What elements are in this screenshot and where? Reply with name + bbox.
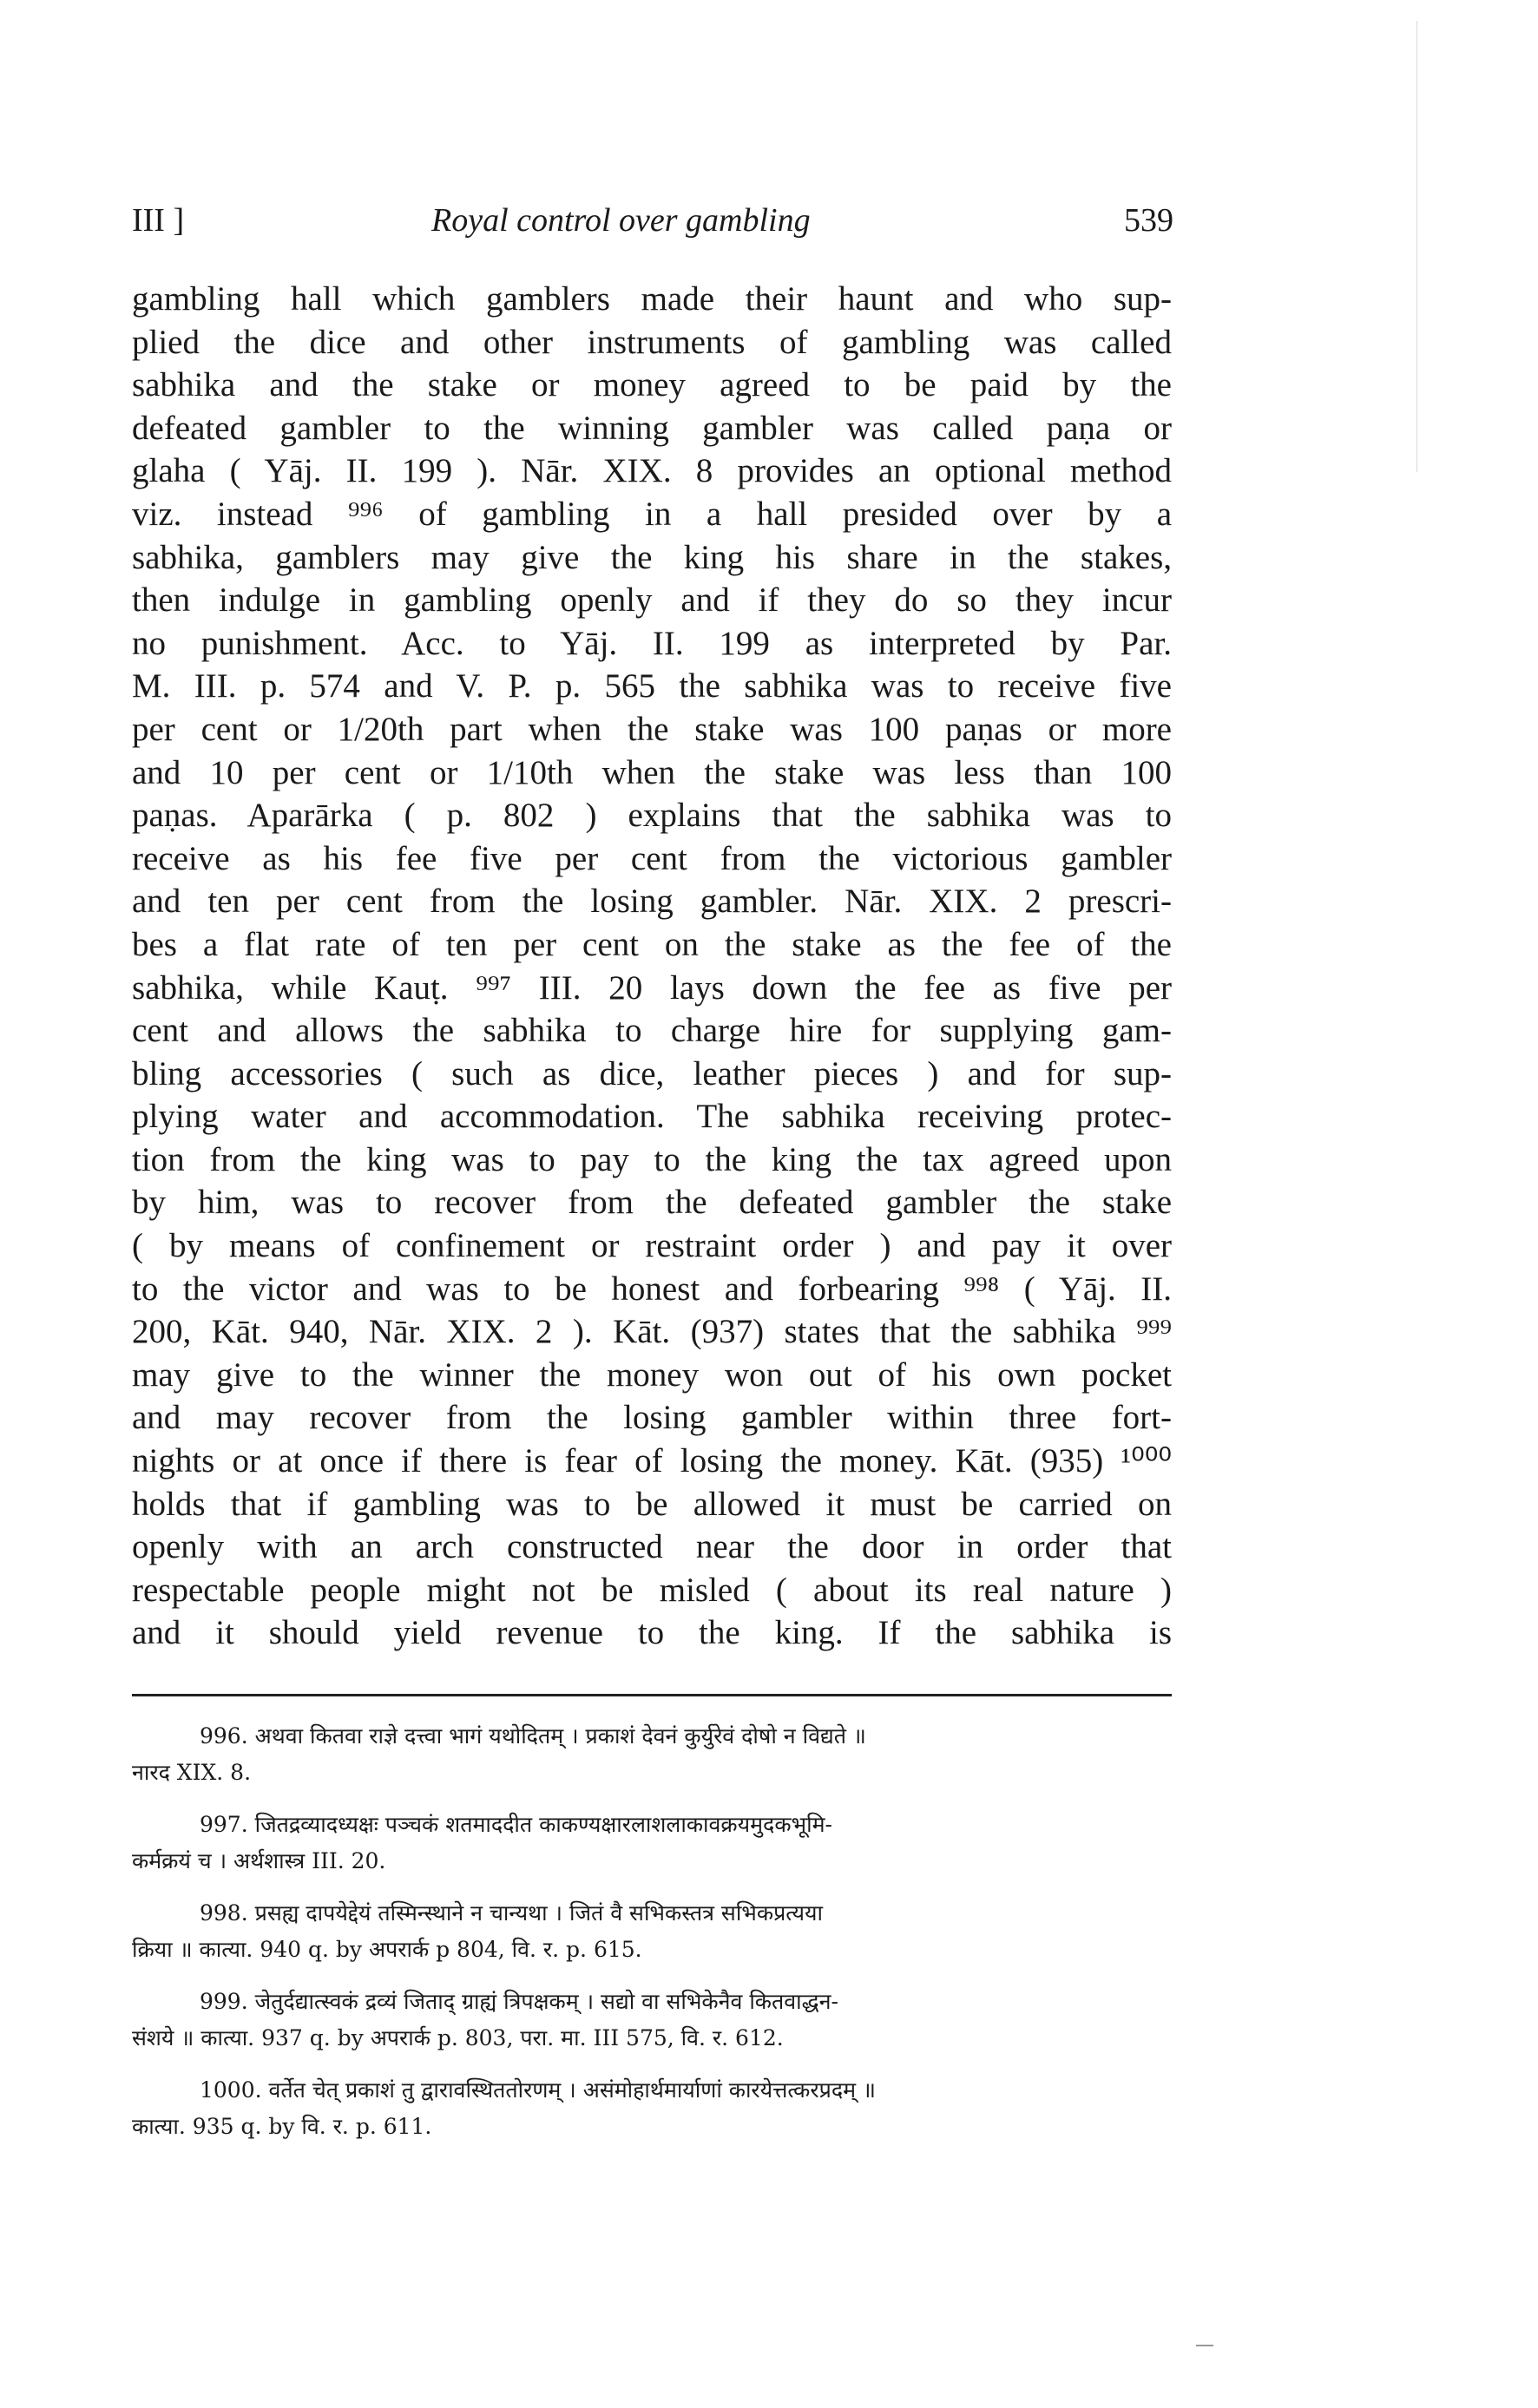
footnote-line (132, 2020, 1172, 2057)
body-line: bling accessories ( such as dice, leather pieces ) and for sup- (132, 1054, 1172, 1092)
footnote-text: कात्या. 935 q. by वि. र. p. 611. (132, 2114, 432, 2139)
body-line: plied the dice and other instruments of gambling was called (132, 323, 1172, 361)
body-line: defeated gambler to the winning gambler was called paṇa or (132, 409, 1172, 447)
footnote-number: 996. (200, 1723, 248, 1749)
body-line: per cent or 1/20th part when the stake was 100 paṇas or more (132, 710, 1172, 748)
footnote-line (132, 1718, 1172, 1755)
body-line: nights or at once if there is fear of losing the money. Kāt. (935) ¹⁰⁰⁰ (132, 1442, 1172, 1480)
body-line: holds that if gambling was to be allowed it must be carried on (132, 1485, 1172, 1523)
footnote-line (132, 1843, 1172, 1880)
footnote (132, 1984, 1172, 2057)
footnote-number: 998. (200, 1900, 248, 1926)
body-line: gambling hall which gamblers made their haunt and who sup- (132, 280, 1172, 318)
body-line: and ten per cent from the losing gambler. Nār. XIX. 2 prescri- (132, 882, 1172, 921)
body-line: to the victor and was to be honest and forbearing ⁹⁹⁸ ( Yāj. II. (132, 1270, 1172, 1308)
footnote-spacer (132, 1880, 1172, 1895)
footnote-text: प्रसह्य दापयेद्देयं तस्मिन्स्थाने न चान्यथा । जितं वै सभिकस्तत्र सभिकप्रत्यया (254, 1900, 824, 1926)
footnote-line (132, 2072, 1172, 2109)
footnote (132, 2072, 1172, 2145)
body-line: tion from the king was to pay to the king the tax agreed upon (132, 1140, 1172, 1178)
body-line: sabhika, gamblers may give the king his share in the stakes, (132, 538, 1172, 576)
body-line: then indulge in gambling openly and if they do so they incur (132, 581, 1172, 620)
running-title: Royal control over gambling (431, 202, 811, 239)
footnote-text: क्रिया ॥ कात्या. 940 q. by अपरार्क p 804, वि. र. p. 615. (132, 1937, 642, 1962)
footnote-text: अथवा कितवा राज्ञे दत्त्वा भागं यथोदितम् । प्रकाशं देवनं कुर्युरेवं दोषो न विद्यते ॥ (254, 1723, 866, 1749)
scan-mark (1196, 2345, 1213, 2346)
footnote-text: कर्मक्रयं च । अर्थशास्त्र III. 20. (132, 1848, 386, 1873)
footnote-spacer (132, 1791, 1172, 1807)
footnote (132, 1895, 1172, 1968)
page-number: 539 (1124, 202, 1173, 239)
footnote-number: 999. (200, 1989, 248, 2014)
body-line: sabhika and the stake or money agreed to be paid by the (132, 366, 1172, 404)
footnote-line (132, 1755, 1172, 1791)
body-line: plying water and accommodation. The sabhika receiving protec- (132, 1098, 1172, 1136)
chapter-marker: III ] (132, 202, 185, 239)
footnote-line (132, 2109, 1172, 2145)
body-line: respectable people might not be misled ( about its real nature ) (132, 1571, 1172, 1609)
running-head (132, 201, 1173, 253)
body-line: openly with an arch constructed near the door in order that (132, 1528, 1172, 1566)
body-line: 200, Kāt. 940, Nār. XIX. 2 ). Kāt. (937) states that the sabhika ⁹⁹⁹ (132, 1313, 1172, 1351)
footnote-line (132, 1807, 1172, 1843)
footnote-line (132, 1984, 1172, 2020)
body-line: receive as his fee five per cent from the victorious gambler (132, 839, 1172, 877)
body-line: cent and allows the sabhika to charge hire for supplying gam- (132, 1012, 1172, 1050)
body-line: and it should yield revenue to the king. If the sabhika is (132, 1614, 1172, 1652)
body-line: and may recover from the losing gambler within three fort- (132, 1399, 1172, 1437)
footnote-number: 1000. (200, 2077, 262, 2103)
footnote (132, 1807, 1172, 1880)
body-line: by him, was to recover from the defeated gambler the stake (132, 1184, 1172, 1222)
footnote-text: संशये ॥ कात्या. 937 q. by अपरार्क p. 803, परा. मा. III 575, वि. र. 612. (132, 2025, 784, 2050)
body-line: viz. instead ⁹⁹⁶ of gambling in a hall presided over by a (132, 495, 1172, 533)
footnote-text: जेतुर्दद्यात्स्वकं द्रव्यं जिताद् ग्राह्यं त्रिपक्षकम् । सद्यो वा सभिकेनैव कितवाद्धन- (254, 1989, 838, 2014)
footnote-number: 997. (200, 1812, 248, 1837)
footnote-line (132, 1895, 1172, 1932)
footnote-text: नारद XIX. 8. (132, 1760, 252, 1785)
footnote-line (132, 1932, 1172, 1968)
footnote-text: वर्तेत चेत् प्रकाशं तु द्वारावस्थिततोरणम् । असंमोहार्थमार्याणां कारयेत्तत्करप्रदम् ॥ (268, 2077, 876, 2103)
footnote-rule (132, 1694, 1172, 1696)
body-line: M. III. p. 574 and V. P. p. 565 the sabhika was to receive five (132, 667, 1172, 705)
body-line: paṇas. Aparārka ( p. 802 ) explains that the sabhika was to (132, 797, 1172, 835)
scan-margin-line (1416, 21, 1417, 472)
body-line: sabhika, while Kauṭ. ⁹⁹⁷ III. 20 lays down the fee as five per (132, 968, 1172, 1007)
footnote-spacer (132, 2057, 1172, 2072)
body-line: ( by means of confinement or restraint order ) and pay it over (132, 1227, 1172, 1265)
body-line: bes a flat rate of ten per cent on the stake as the fee of the (132, 925, 1172, 963)
body-line: may give to the winner the money won out of his own pocket (132, 1355, 1172, 1394)
footnotes (132, 1718, 1172, 2145)
body-text (132, 278, 1172, 1655)
body-line: glaha ( Yāj. II. 199 ). Nār. XIX. 8 provides an optional method (132, 452, 1172, 490)
footnote-spacer (132, 1968, 1172, 1984)
footnote-text: जितद्रव्यादध्यक्षः पञ्चकं शतमाददीत काकण्यक्षारलाशलाकावक्रयमुदकभूमि- (254, 1812, 832, 1837)
body-line: and 10 per cent or 1/10th when the stake was less than 100 (132, 753, 1172, 791)
body-line: no punishment. Acc. to Yāj. II. 199 as interpreted by Par. (132, 624, 1172, 662)
footnote (132, 1718, 1172, 1791)
